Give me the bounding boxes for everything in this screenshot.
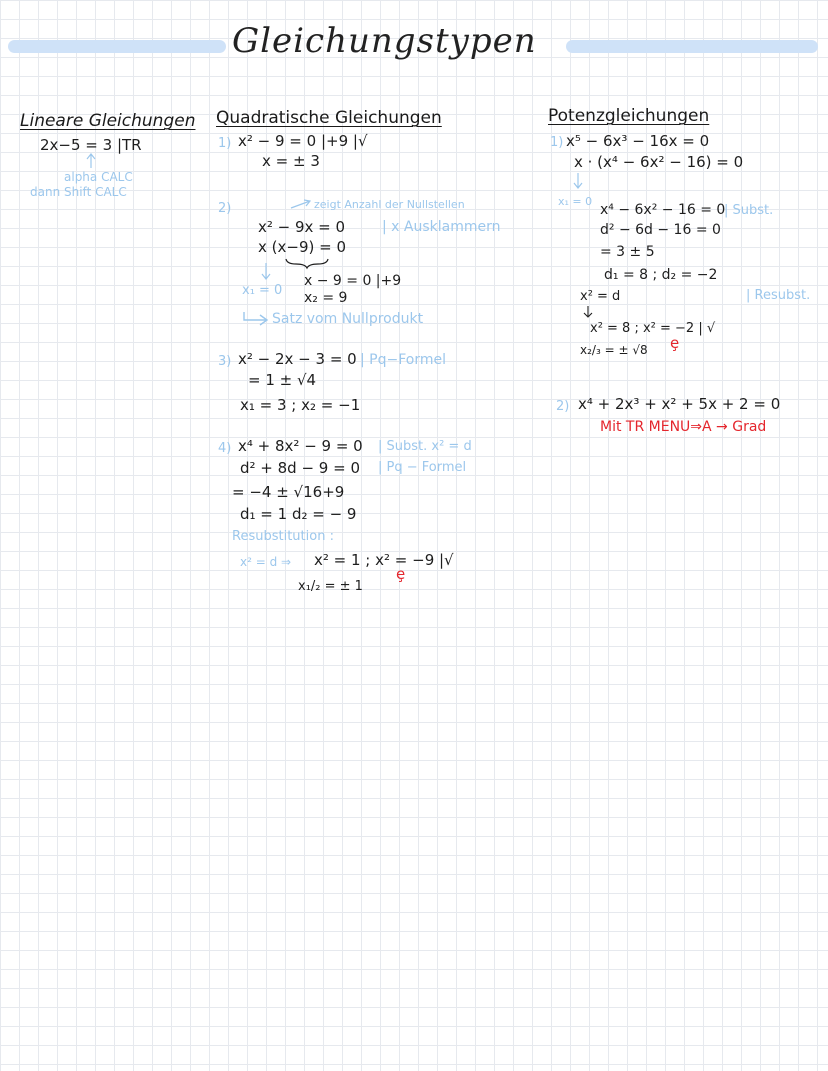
- brace-icon: [285, 257, 329, 269]
- quad-ex3-result: x₁ = 3 ; x₂ = −1: [240, 396, 361, 414]
- arrow-note-icon: [290, 198, 312, 210]
- potenz-ex2-equation: x⁴ + 2x³ + x² + 5x + 2 = 0: [578, 395, 781, 413]
- potenz-ex1-step: = 3 ± 5: [600, 244, 655, 260]
- title-highlight-right: [566, 40, 818, 53]
- quad-ex2-x1: x₁ = 0: [242, 283, 283, 298]
- quad-ex1-number: 1): [218, 136, 232, 151]
- arrow-down-icon: [261, 262, 271, 280]
- potenz-ex1-sub: x² = d: [580, 289, 621, 304]
- linear-heading: Lineare Gleichungen: [20, 111, 196, 131]
- linear-note-alpha: alpha CALC: [64, 170, 133, 184]
- title-highlight-left: [8, 40, 226, 53]
- quad-ex4-note-pq: | Pq − Formel: [378, 460, 467, 475]
- quad-ex1-result: x = ± 3: [262, 152, 320, 170]
- potenz-ex1-resub: x² = 8 ; x² = −2 | √: [590, 321, 716, 336]
- quad-ex2-x2: x₂ = 9: [304, 290, 348, 306]
- quadratic-heading: Quadratische Gleichungen: [216, 108, 442, 128]
- arrow-down-icon: [583, 305, 593, 319]
- potenz-ex1-note-resubst: | Resubst.: [746, 288, 811, 303]
- implies-arrow-icon: [240, 311, 270, 327]
- quad-ex2-note-top: zeigt Anzahl der Nullstellen: [314, 198, 465, 211]
- quad-ex2-note-right: | x Ausklammern: [382, 219, 501, 235]
- quad-ex4-result: d₁ = 1 d₂ = − 9: [240, 505, 357, 523]
- linear-equation: 2x−5 = 3 |TR: [40, 136, 142, 154]
- quad-ex4-note-subst: | Subst. x² = d: [378, 439, 472, 454]
- potenz-ex1-equation2: x⁴ − 6x² − 16 = 0: [600, 202, 726, 218]
- arrow-up-icon: [86, 153, 96, 169]
- quad-ex4-red-mark: ȩ: [396, 565, 406, 583]
- potenz-ex1-note-subst: | Subst.: [724, 203, 774, 218]
- potenz-ex1-equation: x⁵ − 6x³ − 16x = 0: [566, 132, 710, 150]
- potenz-ex2-number: 2): [556, 399, 570, 414]
- quad-ex4-equation: x⁴ + 8x² − 9 = 0: [238, 437, 363, 455]
- quad-ex1-equation: x² − 9 = 0 |+9 |√: [238, 132, 368, 150]
- potenz-ex1-result: d₁ = 8 ; d₂ = −2: [604, 267, 718, 283]
- quad-ex2-number: 2): [218, 201, 232, 216]
- page-title: Gleichungstypen: [232, 21, 537, 61]
- potenz-ex1-x1: x₁ = 0: [558, 195, 593, 208]
- quad-ex2-rule: Satz vom Nullprodukt: [272, 311, 424, 327]
- quad-ex4-resub-prefix: x² = d ⇒: [240, 555, 292, 569]
- potenz-ex1-number: 1): [550, 135, 564, 150]
- quad-ex2-step: x − 9 = 0 |+9: [304, 273, 402, 289]
- potenz-ex1-factored: x · (x⁴ − 6x² − 16) = 0: [574, 153, 744, 171]
- arrow-down-icon: [573, 172, 583, 190]
- quad-ex4-equation-d: d² + 8d − 9 = 0: [240, 459, 360, 477]
- quad-ex2-factored: x (x−9) = 0: [258, 238, 346, 256]
- quad-ex3-step: = 1 ± √4: [248, 371, 317, 389]
- quad-ex4-step: = −4 ± √16+9: [232, 483, 345, 501]
- potenz-heading: Potenzgleichungen: [548, 106, 710, 126]
- potenz-ex1-final: x₂/₃ = ± √8: [580, 343, 648, 357]
- quad-ex3-equation: x² − 2x − 3 = 0: [238, 350, 357, 368]
- quad-ex4-final: x₁/₂ = ± 1: [298, 579, 363, 594]
- potenz-ex2-note: Mit TR MENU⇒A → Grad: [600, 419, 767, 435]
- potenz-ex1-equation-d: d² − 6d − 16 = 0: [600, 222, 721, 238]
- quad-ex4-resub: x² = 1 ; x² = −9 |√: [314, 551, 454, 569]
- linear-note-shift: dann Shift CALC: [30, 185, 127, 199]
- quad-ex4-number: 4): [218, 441, 232, 456]
- quad-ex3-note: | Pq−Formel: [360, 352, 446, 368]
- potenz-ex1-red-mark: ȩ: [670, 334, 680, 352]
- quad-ex3-number: 3): [218, 354, 232, 369]
- quad-ex2-equation: x² − 9x = 0: [258, 218, 346, 236]
- quad-ex4-resub-label: Resubstitution :: [232, 529, 334, 544]
